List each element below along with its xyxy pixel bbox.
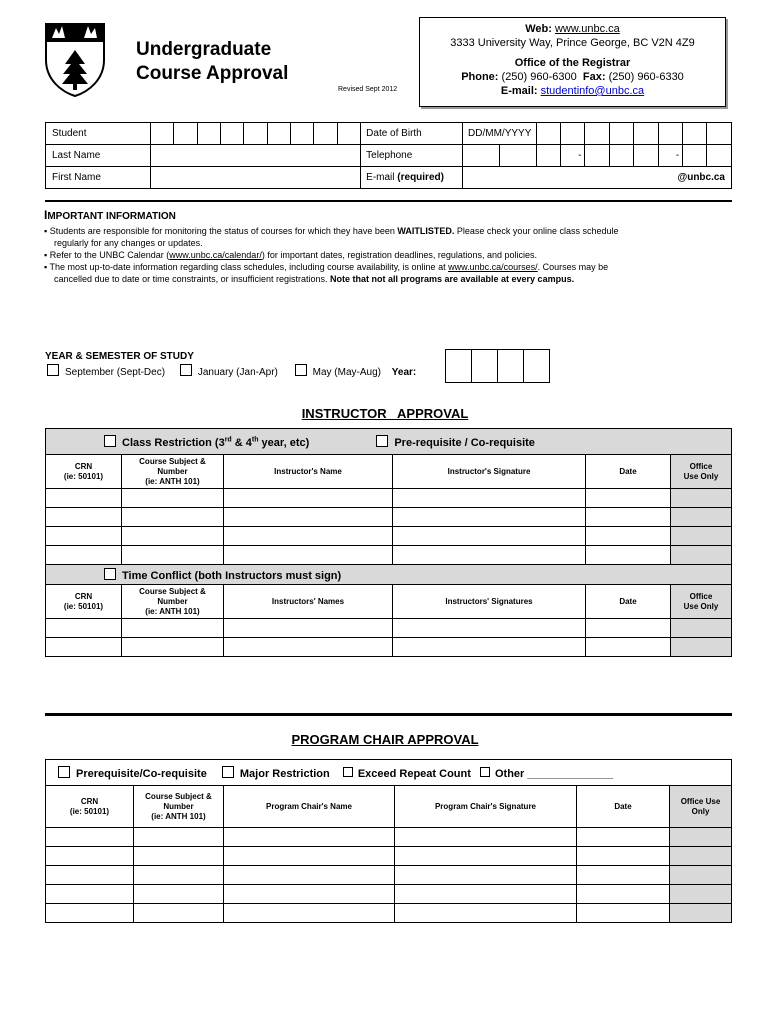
table-row bbox=[46, 508, 732, 527]
may-checkbox[interactable] bbox=[295, 364, 307, 376]
student-id-box[interactable] bbox=[244, 123, 267, 145]
important-info: IMPORTANT INFORMATION ▪ Students are responsible for monitoring the status of courses for which they have been WAITLISTED. Please check your online class schedule regularly for any changes or updates. ▪ Refer to the UNBC Calendar (www.unbc.ca/calendar/) for important dates, registration deadlines, regulations, and policies. ▪ The most up-to-date information regarding class schedules, including course availability, is online at www.unbc.ca/courses/. Courses may be cancelled due to date or time constraints, or insufficient registrations. Note that not all programs are available at every campus. bbox=[44, 209, 734, 285]
important-heading: IMPORTANT INFORMATION bbox=[44, 208, 176, 222]
student-id-box[interactable] bbox=[314, 123, 337, 145]
instructor-table: Class Restriction (3rd & 4th year, etc) Pre-requisite / Co-requisite CRN (ie: 50101) Course Subject & Number (ie: ANTH 101) Instructor's Name Instructor's Signature Date Office Use Only Time Conflict (both Instructors must sign) CRN (ie: 50101) Course Subject & Number (ie: ANTH 101) Instructors' Names Instructors' Signatures Date Office Use Only bbox=[45, 428, 732, 657]
student-id-box[interactable] bbox=[197, 123, 220, 145]
table-row bbox=[46, 527, 732, 546]
revised-date: Revised Sept 2012 bbox=[338, 86, 398, 93]
table-row bbox=[46, 546, 732, 565]
repeat-count-checkbox[interactable] bbox=[343, 767, 353, 777]
prereq-checkbox[interactable] bbox=[376, 435, 388, 447]
student-id-box[interactable] bbox=[337, 123, 360, 145]
jan-checkbox[interactable] bbox=[180, 364, 192, 376]
semester-options: September (Sept-Dec) January (Jan-Apr) May (May-Aug) Year: bbox=[47, 364, 416, 378]
table-row bbox=[46, 638, 732, 657]
pc-prereq-checkbox[interactable] bbox=[58, 766, 70, 778]
phone-box[interactable] bbox=[609, 145, 633, 167]
program-chair-table: Prerequisite/Co-requisite Major Restriction Exceed Repeat Count Other ______________ CRN (ie: 50101) Course Subject & Number (ie: ANTH 101) Program Chair's Name Program Chair's Signature Date Office Use Only bbox=[45, 759, 732, 923]
dob-field[interactable]: DD/MM/YYYY bbox=[463, 123, 537, 145]
calendar-link[interactable]: www.unbc.ca/calendar/ bbox=[169, 250, 262, 260]
web-link[interactable]: www.unbc.ca bbox=[554, 23, 620, 35]
student-id-box[interactable] bbox=[151, 123, 174, 145]
other-checkbox[interactable] bbox=[480, 767, 490, 777]
year-semester-heading: YEAR & SEMESTER OF STUDY bbox=[45, 351, 194, 362]
phone-box[interactable] bbox=[585, 145, 609, 167]
table-row bbox=[46, 619, 732, 638]
time-conflict-checkbox[interactable] bbox=[104, 568, 116, 580]
phone-box[interactable] bbox=[463, 145, 500, 167]
student-info-table: Student Date of Birth DD/MM/YYYY Last Name Telephone - - First Name E-mail (required) @unbc.ca bbox=[45, 122, 732, 189]
unbc-crest-icon bbox=[44, 22, 106, 98]
courses-link[interactable]: www.unbc.ca/courses/ bbox=[448, 262, 538, 272]
major-restriction-checkbox[interactable] bbox=[222, 766, 234, 778]
phone-box[interactable] bbox=[499, 145, 536, 167]
email-input[interactable]: @unbc.ca bbox=[463, 167, 732, 189]
table-row bbox=[46, 828, 732, 847]
student-id-box[interactable] bbox=[174, 123, 197, 145]
dob-box[interactable] bbox=[585, 123, 609, 145]
dob-box[interactable] bbox=[683, 123, 707, 145]
office-name: Office of the Registrar bbox=[514, 57, 631, 69]
program-chair-title: PROGRAM CHAIR APPROVAL bbox=[291, 732, 479, 747]
dob-box[interactable] bbox=[561, 123, 585, 145]
dob-box[interactable] bbox=[609, 123, 633, 145]
table-row bbox=[46, 866, 732, 885]
phone-box[interactable] bbox=[634, 145, 658, 167]
student-id-box[interactable] bbox=[221, 123, 244, 145]
table-row bbox=[46, 885, 732, 904]
table-row bbox=[46, 847, 732, 866]
table-row bbox=[46, 489, 732, 508]
year-box[interactable] bbox=[446, 350, 472, 383]
first-name-input[interactable] bbox=[151, 167, 361, 189]
year-box[interactable] bbox=[472, 350, 498, 383]
class-restriction-checkbox[interactable] bbox=[104, 435, 116, 447]
dob-box[interactable] bbox=[634, 123, 658, 145]
dob-box[interactable] bbox=[707, 123, 732, 145]
sept-checkbox[interactable] bbox=[47, 364, 59, 376]
table-row bbox=[46, 904, 732, 923]
year-box[interactable] bbox=[524, 350, 550, 383]
student-id-box[interactable] bbox=[267, 123, 290, 145]
divider bbox=[45, 200, 732, 202]
instructor-approval-title: INSTRUCTOR APPROVAL bbox=[301, 406, 469, 421]
phone-box[interactable] bbox=[536, 145, 560, 167]
year-boxes bbox=[445, 349, 550, 383]
info-bullet: ▪ The most up-to-date information regarding class schedules, including course availability, is online at www.unbc.ca/courses/. Courses may be bbox=[44, 262, 609, 272]
phone-box[interactable] bbox=[683, 145, 707, 167]
last-name-input[interactable] bbox=[151, 145, 361, 167]
email-link[interactable]: studentinfo@unbc.ca bbox=[540, 85, 645, 97]
divider bbox=[45, 713, 732, 716]
registrar-contact-box: Web: www.unbc.ca 3333 University Way, Prince George, BC V2N 4Z9 Office of the Registrar Phone: (250) 960-6300 Fax: (250) 960-6330 E-mail: studentinfo@unbc.ca bbox=[419, 17, 726, 107]
year-box[interactable] bbox=[498, 350, 524, 383]
form-title: Undergraduate Course Approval bbox=[136, 39, 289, 84]
student-id-box[interactable] bbox=[291, 123, 314, 145]
info-bullet: ▪ Students are responsible for monitoring the status of courses for which they have been WAITLISTED. Please check your online class schedule bbox=[44, 226, 619, 236]
address: 3333 University Way, Prince George, BC V2N 4Z9 bbox=[450, 37, 695, 49]
dob-box[interactable] bbox=[536, 123, 560, 145]
info-bullet: ▪ Refer to the UNBC Calendar (www.unbc.ca/calendar/) for important dates, registration deadlines, regulations, and policies. bbox=[44, 250, 537, 260]
dob-box[interactable] bbox=[658, 123, 682, 145]
phone-box[interactable] bbox=[707, 145, 732, 167]
